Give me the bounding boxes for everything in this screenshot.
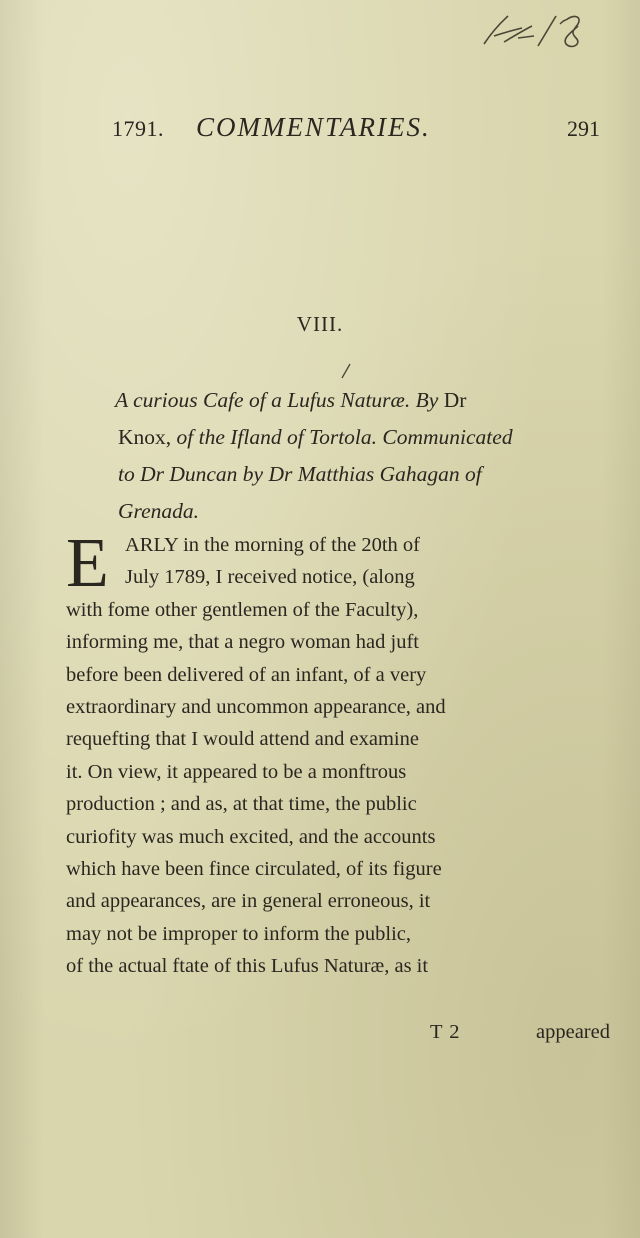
running-head xyxy=(112,112,600,142)
article-title-part: By xyxy=(410,388,444,412)
page-number: 291 xyxy=(567,116,600,141)
signature-mark: T 2 xyxy=(430,1021,461,1043)
body-line: production ; and as, at that time, the public xyxy=(66,793,417,816)
running-head-title: COMMENTARIES. xyxy=(196,112,431,142)
body-line: informing me, that a negro woman had juft xyxy=(66,631,419,654)
article-title-line-3: to Dr Duncan by Dr Matthias Gahagan of xyxy=(118,462,482,486)
handwritten-annotation xyxy=(474,6,604,52)
catchword: appeared xyxy=(536,1021,610,1043)
body-line: it. On view, it appeared to be a monftrous xyxy=(66,760,407,783)
article-title-part: Dr xyxy=(443,388,467,412)
body-line: may not be improper to inform the public, xyxy=(66,922,412,945)
article-title xyxy=(115,382,608,530)
body-text xyxy=(66,525,610,982)
body-line: of the actual ftate of this Lufus Naturæ, as it xyxy=(66,955,429,978)
body-line: extraordinary and uncommon appearance, and xyxy=(66,695,446,718)
body-line: with fome other gentlemen of the Faculty), xyxy=(66,598,419,621)
article-title-line-2 xyxy=(118,419,608,456)
article-title-part: Knox, xyxy=(118,425,177,449)
body-line: requefting that I would attend and examine xyxy=(66,728,419,751)
body-line: which have been fince circulated, of its figure xyxy=(66,857,442,880)
article-title-part: of the Ifland of Tortola. Communicated xyxy=(176,425,513,449)
running-head-year: 1791. xyxy=(112,116,164,141)
article-title-line-4: Grenada. xyxy=(118,499,200,523)
article-title-part: A curious Cafe of a Lufus Naturæ. xyxy=(115,388,411,412)
body-line: July 1789, I received notice, (along xyxy=(125,566,415,589)
pen-mark xyxy=(338,362,354,380)
body-line: and appearances, are in general erroneous, it xyxy=(66,890,431,913)
section-number: VIII. xyxy=(296,312,344,336)
body-line: ARLY in the morning of the 20th of xyxy=(125,534,420,556)
body-line: curiofity was much excited, and the accounts xyxy=(66,825,436,848)
article-title-line-1 xyxy=(115,382,608,419)
body-line: before been delivered of an infant, of a very xyxy=(66,663,427,686)
drop-cap: E xyxy=(66,525,109,602)
